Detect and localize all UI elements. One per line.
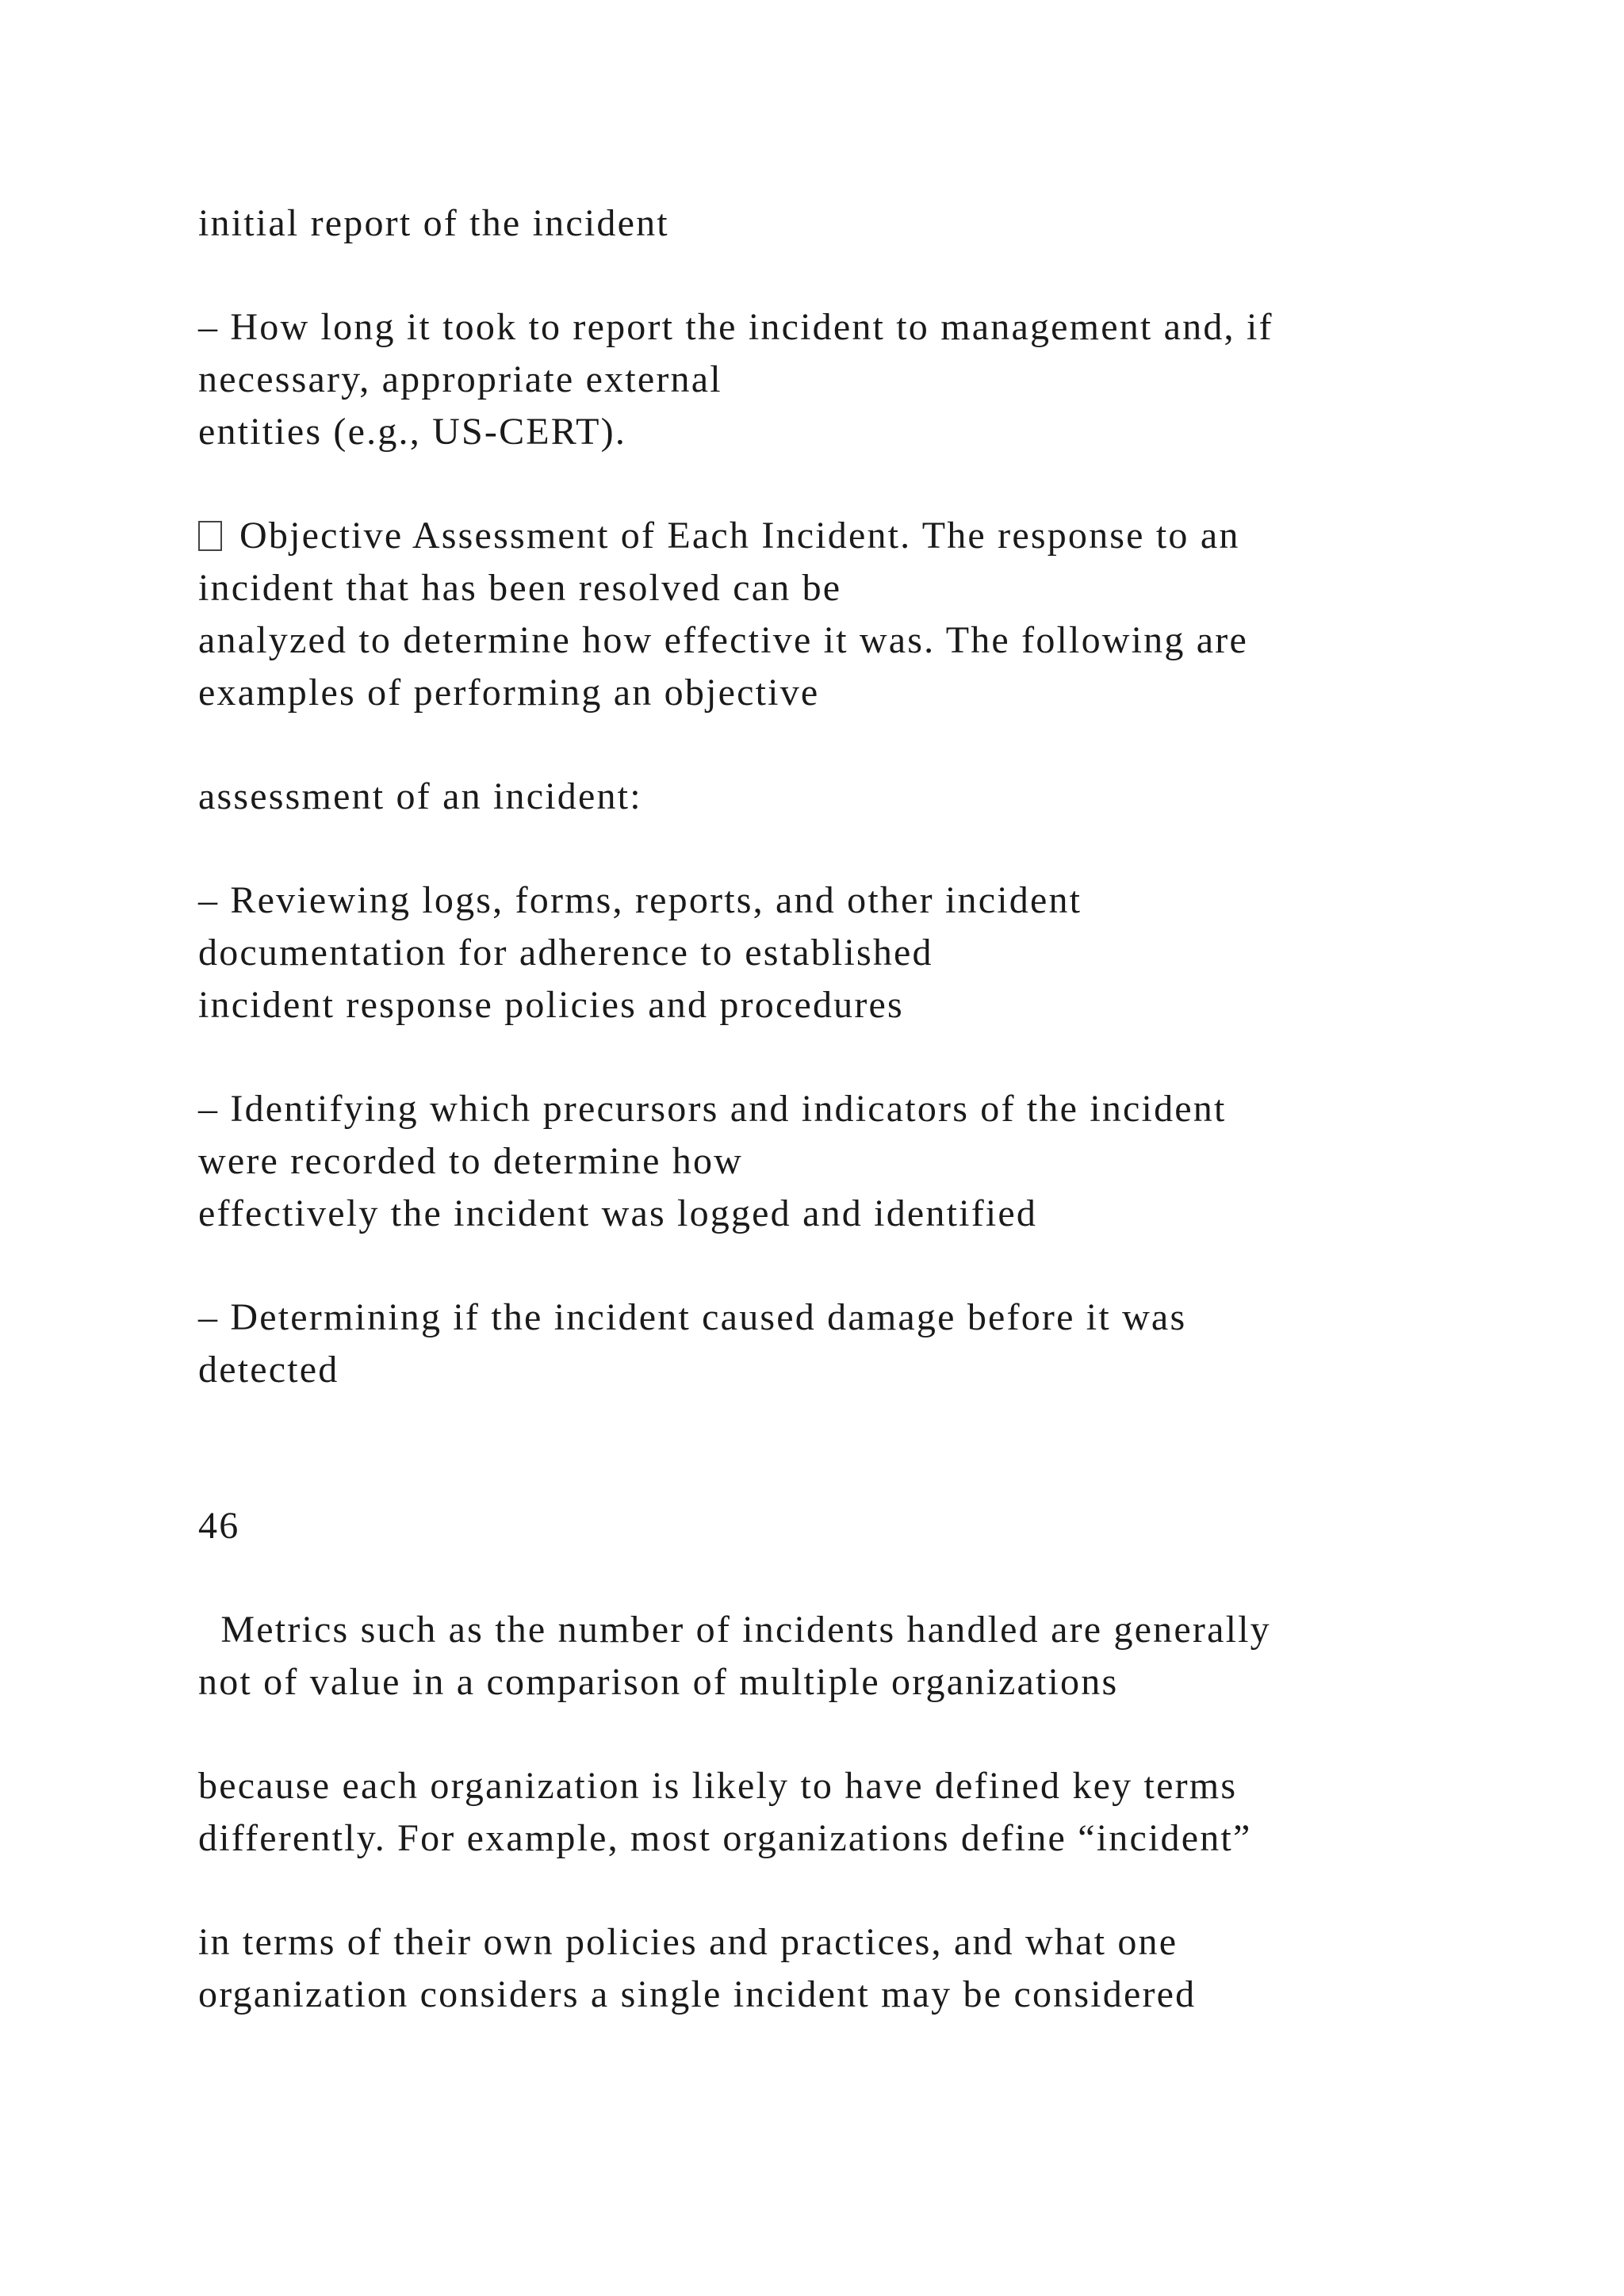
text-line: – Reviewing logs, forms, reports, and other incident (198, 879, 1082, 921)
text-line: – How long it took to report the incident to management and, if (198, 306, 1274, 348)
text-line: examples of performing an objective (198, 672, 820, 714)
text-line: entities (e.g., US-CERT). (198, 411, 627, 453)
text-line: – Identifying which precursors and indicators of the incident (198, 1088, 1227, 1130)
text-line: incident that has been resolved can be (198, 567, 842, 609)
text-line: assessment of an incident: (198, 775, 642, 817)
text-line: not of value in a comparison of multiple organizations (198, 1661, 1119, 1703)
missing-glyph-box-icon (198, 521, 222, 551)
text-line: incident response policies and procedures (198, 984, 904, 1026)
text-line: organization considers a single incident may be considered (198, 1973, 1197, 2015)
text-line: initial report of the incident (198, 202, 669, 244)
text-line: Metrics such as the number of incidents handled are generally (198, 1609, 1271, 1651)
text-line: detected (198, 1349, 339, 1391)
text-line: necessary, appropriate external (198, 358, 722, 400)
page-number: 46 (198, 1505, 240, 1547)
text-line: were recorded to determine how (198, 1140, 744, 1182)
bullet-text: Objective Assessment of Each Incident. The response to an (239, 515, 1240, 557)
text-line: – Determining if the incident caused damage before it was (198, 1296, 1187, 1338)
text-line: because each organization is likely to have defined key terms (198, 1765, 1238, 1807)
bullet-line (198, 510, 1240, 562)
text-line: documentation for adherence to established (198, 932, 933, 974)
text-line: effectively the incident was logged and identified (198, 1192, 1038, 1234)
text-line: differently. For example, most organizations define “incident” (198, 1817, 1252, 1859)
text-line: analyzed to determine how effective it was. The following are (198, 619, 1248, 661)
text-line: in terms of their own policies and practices, and what one (198, 1921, 1178, 1963)
